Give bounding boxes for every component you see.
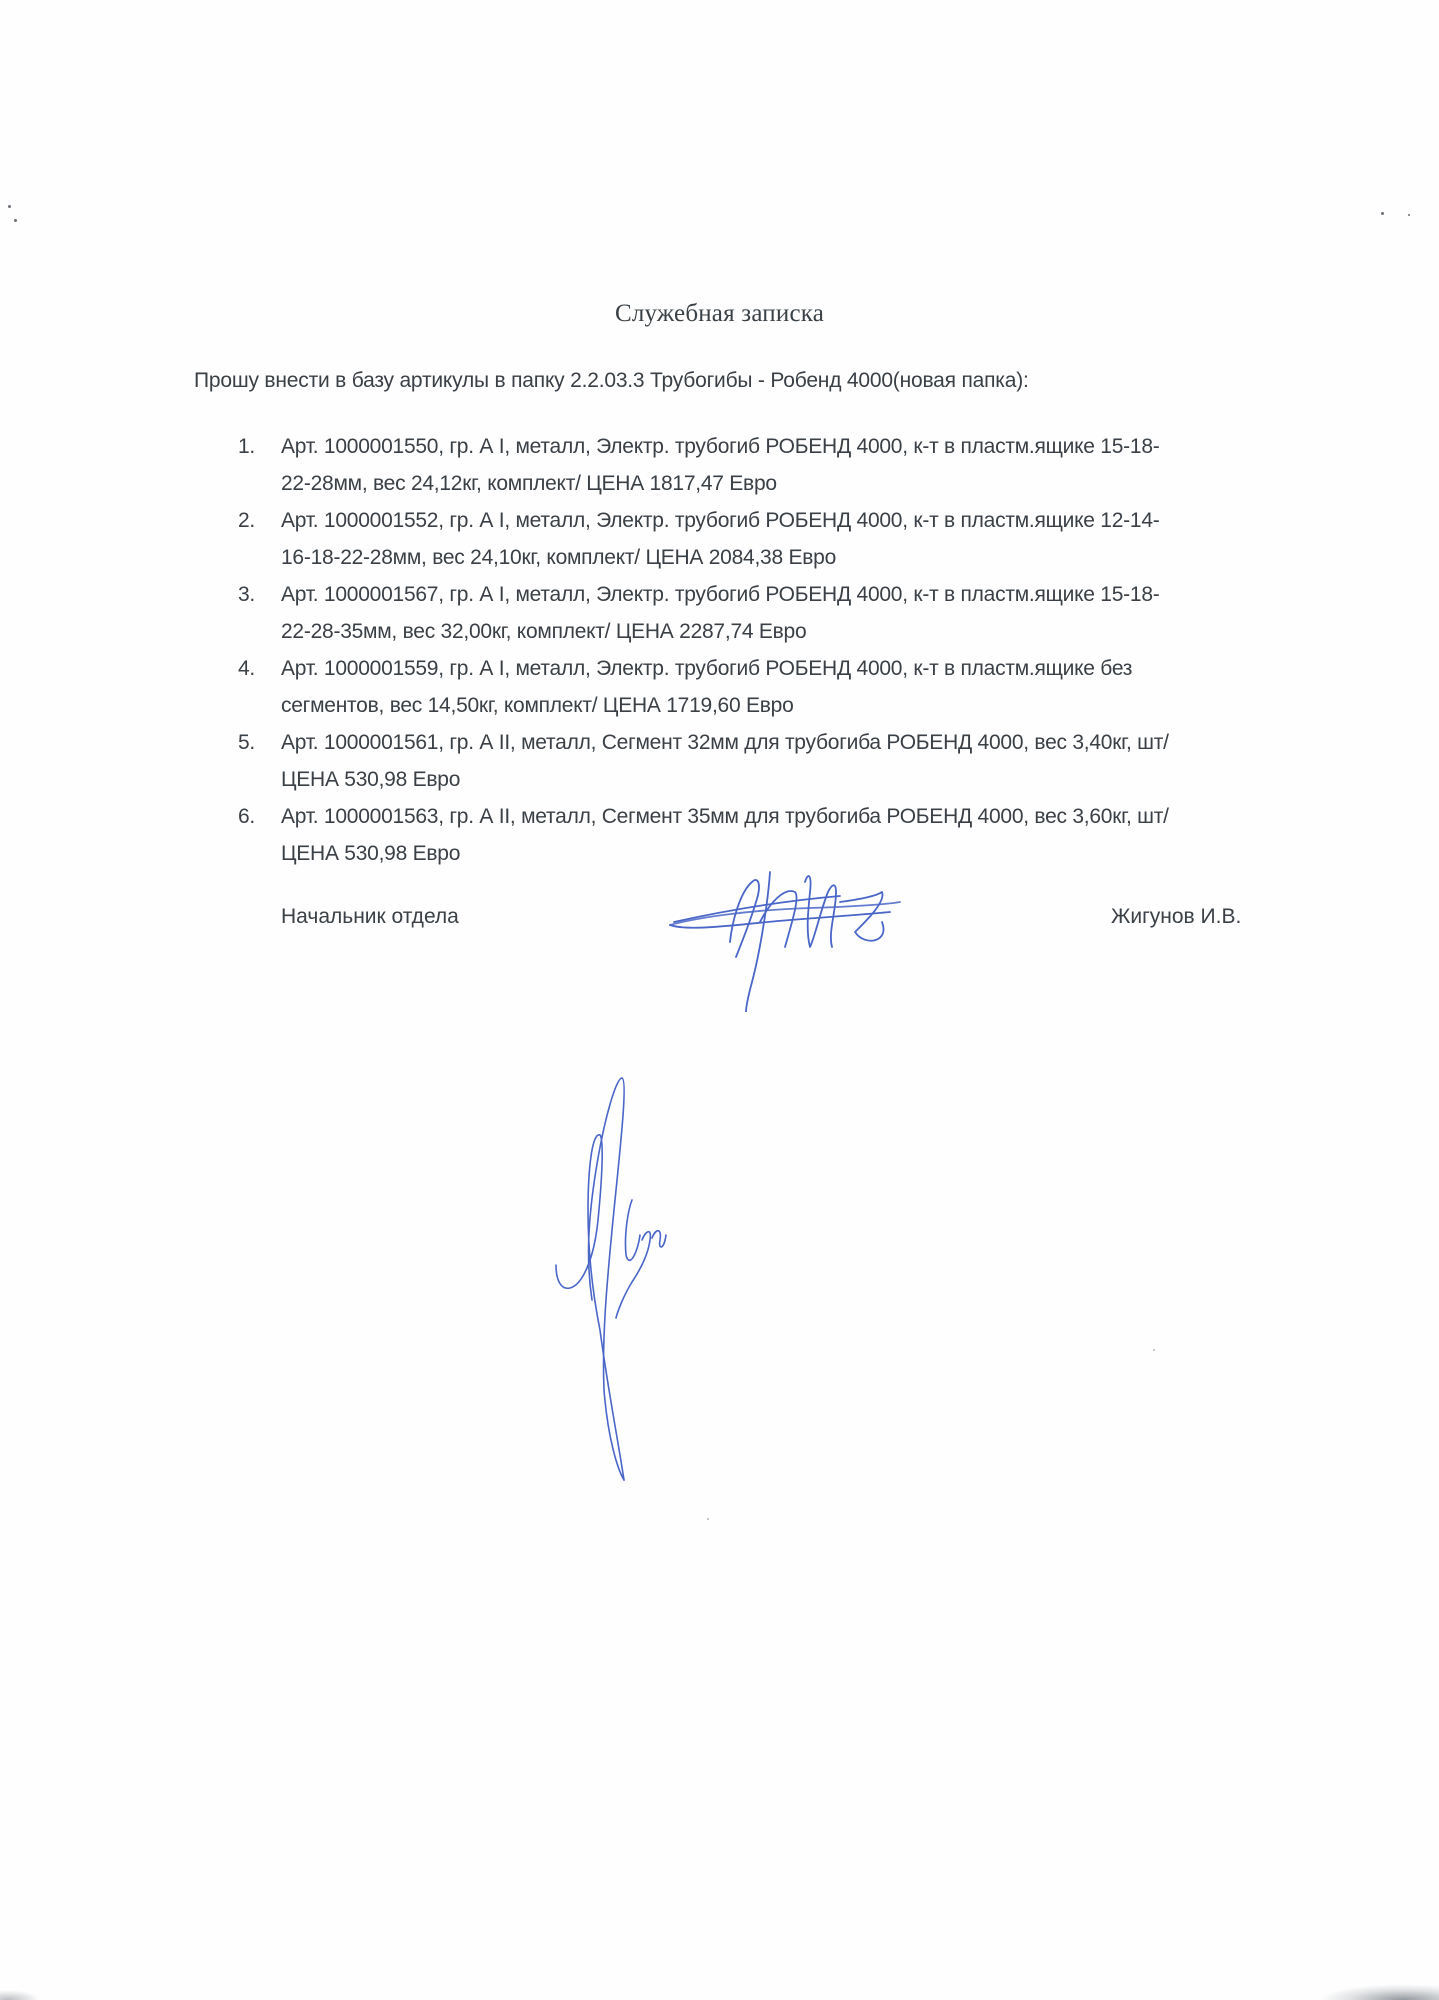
scan-speck xyxy=(707,1518,709,1520)
signatory-name: Жигунов И.В. xyxy=(1111,905,1242,928)
list-item-line-2: ЦЕНА 530,98 Евро xyxy=(281,842,461,865)
list-item xyxy=(238,650,1318,724)
list-item-line-1: Арт. 1000001567, гр. А I, металл, Электр. трубогиб РОБЕНД 4000, к-т в пластм.ящике 15-18- xyxy=(281,583,1160,606)
list-item-line-2: 22-28-35мм, вес 32,00кг, комплект/ ЦЕНА 2287,74 Евро xyxy=(281,620,807,643)
list-item xyxy=(238,576,1318,650)
list-item xyxy=(238,724,1318,798)
list-item xyxy=(238,502,1318,576)
list-item-line-2: 22-28мм, вес 24,12кг, комплект/ ЦЕНА 1817,47 Евро xyxy=(281,472,777,495)
scan-speck xyxy=(1153,1349,1155,1351)
list-item-number: 3. xyxy=(238,583,256,606)
list-item-line-2: ЦЕНА 530,98 Евро xyxy=(281,768,461,791)
scan-edge-artifact xyxy=(0,1990,40,2000)
list-item-line-1: Арт. 1000001559, гр. А I, металл, Электр. трубогиб РОБЕНД 4000, к-т в пластм.ящике без xyxy=(281,657,1133,680)
document-title: Служебная записка xyxy=(614,300,825,327)
list-item-number: 6. xyxy=(238,805,256,828)
list-item-number: 2. xyxy=(238,509,256,532)
scan-edge-artifact xyxy=(1319,1984,1439,2000)
list-item-line-1: Арт. 1000001561, гр. А II, металл, Сегмент 32мм для трубогиба РОБЕНД 4000, вес 3,40кг, шт/ xyxy=(281,731,1169,754)
list-item-number: 5. xyxy=(238,731,256,754)
list-item-line-2: сегментов, вес 14,50кг, комплект/ ЦЕНА 1719,60 Евро xyxy=(281,694,794,717)
signatory-role: Начальник отдела xyxy=(281,905,459,928)
article-list xyxy=(238,428,1318,872)
approval-signature-icon xyxy=(520,1060,680,1490)
intro-paragraph: Прошу внести в базу артикулы в папку 2.2.03.3 Трубогибы - Робенд 4000(новая папка): xyxy=(194,369,1029,392)
scan-speck xyxy=(1408,214,1410,216)
list-item-line-1: Арт. 1000001563, гр. А II, металл, Сегмент 35мм для трубогиба РОБЕНД 4000, вес 3,60кг, шт/ xyxy=(281,805,1169,828)
list-item-number: 1. xyxy=(238,435,256,458)
list-item-number: 4. xyxy=(238,657,256,680)
handwritten-signature-icon xyxy=(660,862,920,1012)
scan-speck xyxy=(14,219,17,222)
list-item xyxy=(238,798,1318,872)
list-item-line-1: Арт. 1000001552, гр. А I, металл, Электр. трубогиб РОБЕНД 4000, к-т в пластм.ящике 12-14- xyxy=(281,509,1160,532)
scan-speck xyxy=(1381,212,1384,215)
list-item xyxy=(238,428,1318,502)
list-item-line-1: Арт. 1000001550, гр. А I, металл, Электр. трубогиб РОБЕНД 4000, к-т в пластм.ящике 15-18- xyxy=(281,435,1160,458)
list-item-line-2: 16-18-22-28мм, вес 24,10кг, комплект/ ЦЕНА 2084,38 Евро xyxy=(281,546,837,569)
scan-speck xyxy=(8,205,11,208)
